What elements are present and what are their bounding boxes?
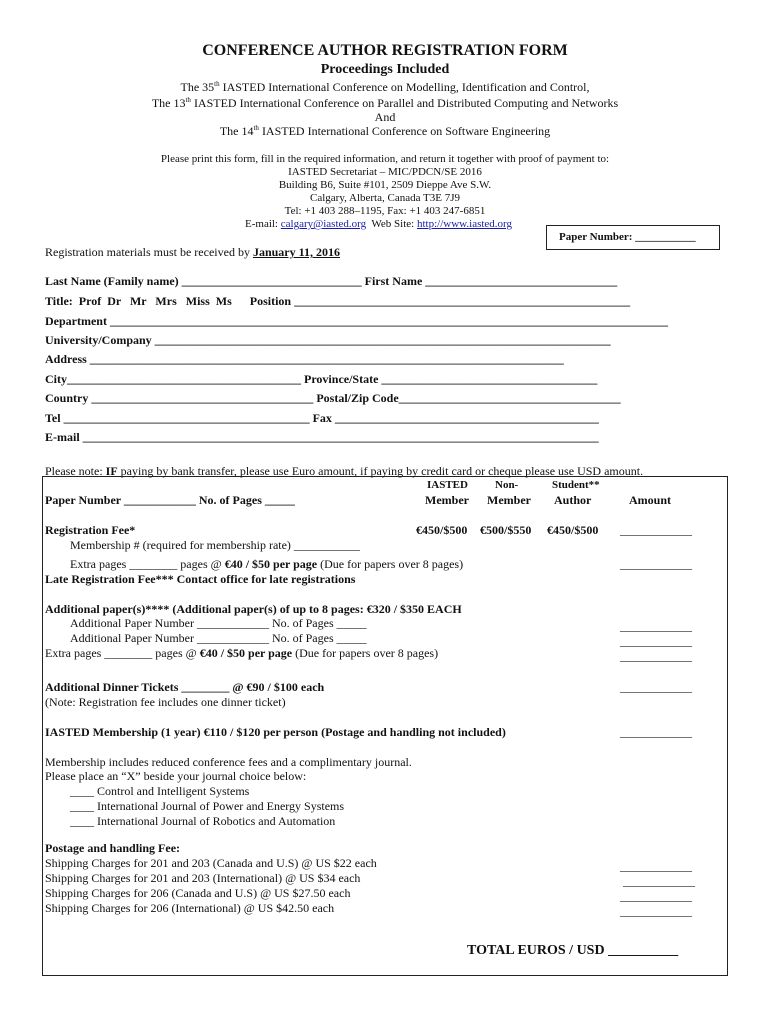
additional-paper-1[interactable]: Additional Paper Number ____________ No. of Pages _____ (70, 616, 367, 630)
registration-fee-label: Registration Fee* (45, 523, 136, 537)
additional-paper-2[interactable]: Additional Paper Number ____________ No. of Pages _____ (70, 631, 367, 645)
website-link[interactable]: http://www.iasted.org (416, 218, 513, 230)
conference-line-3: The 14th IASTED International Conference on Software Engineering (219, 124, 551, 138)
amount-additional-2[interactable]: ____________ (620, 634, 692, 648)
col-student-top: Student** (552, 479, 600, 491)
conference-and: And (374, 110, 396, 124)
mailing-line-3: Calgary, Alberta, Canada T3E 7J9 (310, 192, 460, 204)
col-amount: Amount (629, 493, 672, 507)
amount-membership[interactable]: ____________ (620, 725, 692, 739)
total-amount[interactable]: TOTAL EUROS / USD __________ (467, 943, 679, 958)
shipping-line-2: Shipping Charges for 201 and 203 (International) @ US $34 each (45, 871, 361, 885)
amount-dinner[interactable]: ____________ (620, 680, 692, 694)
city-province-field[interactable]: City_______________________________________ Province/State ____________________________________ (45, 372, 598, 386)
paper-number-box[interactable] (546, 225, 720, 250)
title-position-field[interactable]: Title: Prof Dr Mr Mrs Miss Ms Position ________________________________________________________ (45, 294, 631, 308)
mailing-line-2: Building B6, Suite #101, 2509 Dieppe Ave S.W. (278, 179, 492, 191)
dinner-tickets-label[interactable]: Additional Dinner Tickets ________ @ €90 / $100 each (45, 680, 325, 694)
deadline-date: January 11, 2016 (252, 245, 340, 259)
payment-note: Please note: IF paying by bank transfer, please use Euro amount, if paying by credit card or cheque please use USD amount. (45, 464, 644, 478)
amount-extra-pages[interactable]: ____________ (620, 557, 692, 571)
membership-info-2: Please place an “X” beside your journal choice below: (45, 769, 307, 783)
amount-shipping-3[interactable]: ____________ (620, 889, 692, 903)
late-registration: Late Registration Fee*** Contact office for late registrations (45, 572, 356, 586)
price-non-member: €500/$550 (480, 523, 532, 537)
mailing-line-1: IASTED Secretariat – MIC/PDCN/SE 2016 (288, 166, 482, 178)
tel-fax-field[interactable]: Tel _________________________________________ Fax ____________________________________________ (45, 411, 599, 425)
form-title: CONFERENCE AUTHOR REGISTRATION FORM (202, 42, 568, 59)
amount-extra-additional[interactable]: ____________ (620, 649, 692, 663)
postage-label: Postage and handling Fee: (45, 841, 181, 855)
col-iasted-top: IASTED (427, 479, 468, 491)
amount-shipping-1[interactable]: ____________ (620, 859, 692, 873)
country-postal-field[interactable]: Country _____________________________________ Postal/Zip Code_____________________________________ (45, 391, 621, 405)
price-student-author: €450/$500 (547, 523, 599, 537)
address-field[interactable]: Address _______________________________________________________________________________ (45, 352, 564, 366)
email-link[interactable]: calgary@iasted.org (280, 218, 367, 230)
price-iasted-member: €450/$500 (416, 523, 468, 537)
journal-choice-3[interactable]: ____ International Journal of Robotics and Automation (70, 814, 336, 828)
col-iasted-member: Member (425, 493, 469, 507)
extra-pages-additional[interactable]: Extra pages ________ pages @ €40 / $50 per page (Due for papers over 8 pages) (45, 646, 439, 660)
contact-line: E-mail: calgary@iasted.org Web Site: http://www.iasted.org (245, 218, 513, 230)
email-field[interactable]: E-mail ______________________________________________________________________________________ (45, 430, 599, 444)
department-field[interactable]: Department _____________________________________________________________________________________________ (45, 314, 668, 328)
form-subtitle: Proceedings Included (320, 62, 450, 77)
paper-number-row[interactable]: Paper Number ____________ No. of Pages _____ (45, 493, 295, 507)
extra-pages-line[interactable]: Extra pages ________ pages @ €40 / $50 per page (Due for papers over 8 pages) (70, 557, 464, 571)
paper-number-label: Paper Number: ___________ (559, 231, 696, 243)
journal-choice-1[interactable]: ____ Control and Intelligent Systems (70, 784, 250, 798)
amount-shipping-4[interactable]: ____________ (620, 904, 692, 918)
deadline-text: Registration materials must be received by January 11, 2016 (45, 245, 340, 259)
col-student-author: Author (554, 493, 592, 507)
membership-number-field[interactable]: Membership # (required for membership rate) ___________ (70, 538, 360, 552)
dinner-note: (Note: Registration fee includes one dinner ticket) (45, 695, 286, 709)
amount-additional-1[interactable]: ____________ (620, 619, 692, 633)
amount-shipping-2[interactable]: ____________ (623, 874, 695, 888)
membership-info-1: Membership includes reduced conference fees and a complimentary journal. (45, 755, 412, 769)
mailing-instructions: Please print this form, fill in the required information, and return it together with proof of payment to: (160, 153, 610, 165)
shipping-line-3: Shipping Charges for 206 (Canada and U.S) @ US $27.50 each (45, 886, 351, 900)
conference-line-2: The 13th IASTED International Conference on Parallel and Distributed Computing and Networks (151, 96, 619, 110)
university-field[interactable]: University/Company ____________________________________________________________________________ (45, 333, 611, 347)
shipping-line-4: Shipping Charges for 206 (International) @ US $42.50 each (45, 901, 335, 915)
conference-line-1: The 35th IASTED International Conference on Modelling, Identification and Control, (180, 80, 590, 94)
col-non-member: Member (487, 493, 531, 507)
name-field[interactable]: Last Name (Family name) ______________________________ First Name ________________________________ (45, 274, 618, 288)
col-non-top: Non- (495, 479, 519, 491)
mailing-line-4: Tel: +1 403 288–1195, Fax: +1 403 247-6851 (284, 205, 486, 217)
journal-choice-2[interactable]: ____ International Journal of Power and Energy Systems (70, 799, 345, 813)
membership-label: IASTED Membership (1 year) €110 / $120 per person (Postage and handling not included) (45, 725, 506, 739)
additional-papers-label: Additional paper(s)**** (Additional paper(s) of up to 8 pages: €320 / $350 EACH (45, 602, 462, 616)
amount-registration[interactable]: ____________ (620, 523, 692, 537)
shipping-line-1: Shipping Charges for 201 and 203 (Canada and U.S) @ US $22 each (45, 856, 377, 870)
